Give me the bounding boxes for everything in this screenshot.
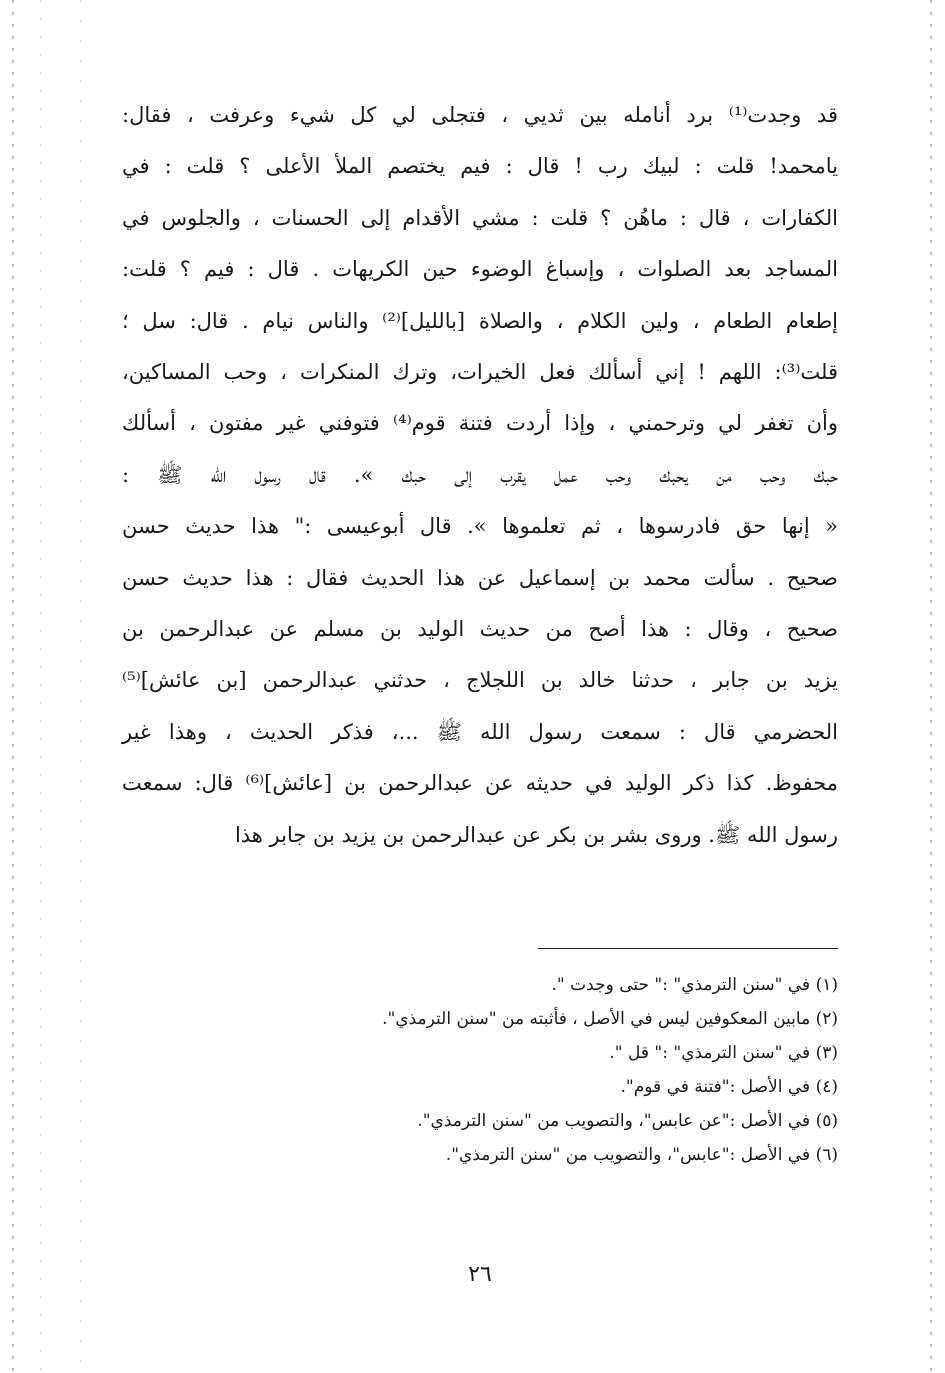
body-line: إطعام الطعام ، ولين الكلام ، والصلاة [بالليل]⁽²⁾ والناس نيام . قال: سل ؛: [122, 308, 839, 333]
footnote: (٤) في الأصل :"فتنة في قوم".: [620, 1077, 838, 1097]
body-line: يامحمد! قلت : لبيك رب ! قال : فيم يختصم الملأ الأعلى ؟ قلت : في: [122, 154, 838, 179]
body-line: وأن تغفر لي وترحمني ، وإذا أردت فتنة قوم⁽⁴⁾ فتوفني غير مفتون ، أسألك: [122, 411, 838, 436]
body-line: قلت⁽³⁾: اللهم ! إني أسألك فعل الخيرات، وترك المنكرات ، وحب المساكين،: [122, 360, 838, 385]
scan-margin-dots: [80, 0, 81, 1373]
footnotes: [300, 968, 838, 1172]
footnote: (٢) مابين المعكوفين ليس في الأصل ، فأثبته من "سنن الترمذي".: [382, 1009, 838, 1029]
footnote: (٦) في الأصل :"عابس"، والتصويب من "سنن الترمذي".: [445, 1145, 838, 1165]
scan-margin-dots: [930, 0, 932, 1373]
page-number: ٢٦: [468, 1262, 492, 1287]
body-line: الحضرمي قال : سمعت رسول الله ﷺ ...، فذكر الحديث ، وهذا غير: [122, 719, 838, 744]
body-line: يزيد بن جابر ، حدثنا خالد بن اللجلاج ، حدثني عبدالرحمن [بن عائش]⁽⁵⁾: [122, 668, 838, 693]
body-line: « إنها حق فادرسوها ، ثم تعلموها ». قال أبوعيسى :" هذا حديث حسن: [122, 514, 838, 539]
body-line: الكفارات ، قال : ماهُن ؟ قلت : مشي الأقدام إلى الحسنات ، والجلوس في: [122, 205, 838, 230]
body-line: رسول الله ﷺ. وروى بشر بن بكر عن عبدالرحمن بن يزيد بن جابر هذا: [234, 822, 838, 847]
footnote: (١) في "سنن الترمذي" :" حتى وجدت ".: [551, 975, 838, 995]
body-text: [122, 90, 838, 861]
body-line: صحيح ، وقال : هذا أصح من حديث الوليد بن مسلم عن عبدالرحمن بن: [122, 617, 838, 642]
body-line: حبك وحب من يحبك وحب عمل يقرب إلى حبك ». قال رسول الله ﷺ :: [122, 462, 838, 487]
footnote: (٣) في "سنن الترمذي" :" قل ".: [609, 1043, 838, 1063]
scan-margin-dots: [40, 0, 41, 1373]
scan-margin-dots: [12, 0, 14, 1373]
body-line: محفوظ. كذا ذكر الوليد في حديثه عن عبدالرحمن بن [عائش]⁽⁶⁾ قال: سمعت: [122, 771, 838, 796]
footnote-separator: [538, 948, 838, 949]
body-line: قد وجدت⁽¹⁾ برد أنامله بين ثديي ، فتجلى لي كل شيء وعرفت ، فقال:: [122, 103, 838, 127]
body-line: المساجد بعد الصلوات ، وإسباغ الوضوء حين الكريهات . قال : فيم ؟ قلت:: [122, 257, 838, 282]
footnote: (٥) في الأصل :"عن عابس"، والتصويب من "سنن الترمذي".: [417, 1111, 838, 1131]
body-line: صحيح . سألت محمد بن إسماعيل عن هذا الحديث فقال : هذا حديث حسن: [122, 565, 838, 590]
